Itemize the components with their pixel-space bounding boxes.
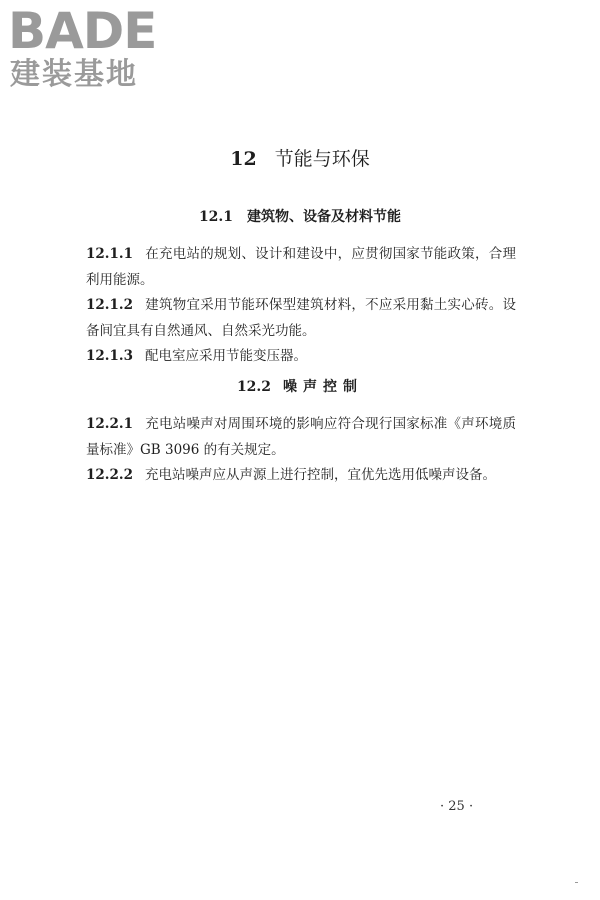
section-title-12-1	[0, 207, 600, 227]
section-number: 12.1	[198, 209, 234, 225]
clause-12-2-1	[86, 411, 516, 463]
clause-number: 12.1.3	[86, 348, 133, 364]
clause-number: 12.1.1	[86, 246, 133, 262]
section-title-12-2	[0, 377, 600, 397]
clause-12-1-2	[86, 292, 516, 344]
bade-logo	[8, 2, 178, 94]
clause-text: 配电室应采用节能变压器。	[144, 348, 307, 364]
logo-wordmark: BADE	[8, 2, 157, 60]
chapter-title	[0, 146, 600, 172]
chapter-number: 12	[230, 148, 257, 170]
clause-text: 在充电站的规划、设计和建设中，应贯彻国家节能政策，合理利用能源。	[86, 246, 516, 288]
section-number: 12.2	[236, 379, 272, 395]
clause-12-1-1	[86, 241, 516, 293]
section-name: 建筑物、设备及材料节能	[247, 209, 402, 225]
scan-mark	[575, 882, 578, 883]
clause-number: 12.2.2	[86, 467, 133, 483]
section-name: 噪声控制	[283, 379, 364, 395]
clause-text: 充电站噪声应从声源上进行控制，宜优先选用低噪声设备。	[144, 467, 496, 483]
clause-text: 建筑物宜采用节能环保型建筑材料，不应采用黏土实心砖。设备间宜具有自然通风、自然采光功能。	[86, 297, 516, 339]
logo-subtitle: 建装基地	[10, 57, 138, 92]
clause-12-1-3	[86, 343, 516, 369]
clause-12-2-2	[86, 462, 516, 488]
clause-number: 12.1.2	[86, 297, 133, 313]
chapter-name: 节能与环保	[274, 148, 370, 170]
clause-number: 12.2.1	[86, 416, 133, 432]
clause-text: 充电站噪声对周围环境的影响应符合现行国家标准《声环境质量标准》GB 3096 的有关规定。	[86, 416, 516, 458]
page-number: · 25 ·	[440, 799, 474, 814]
